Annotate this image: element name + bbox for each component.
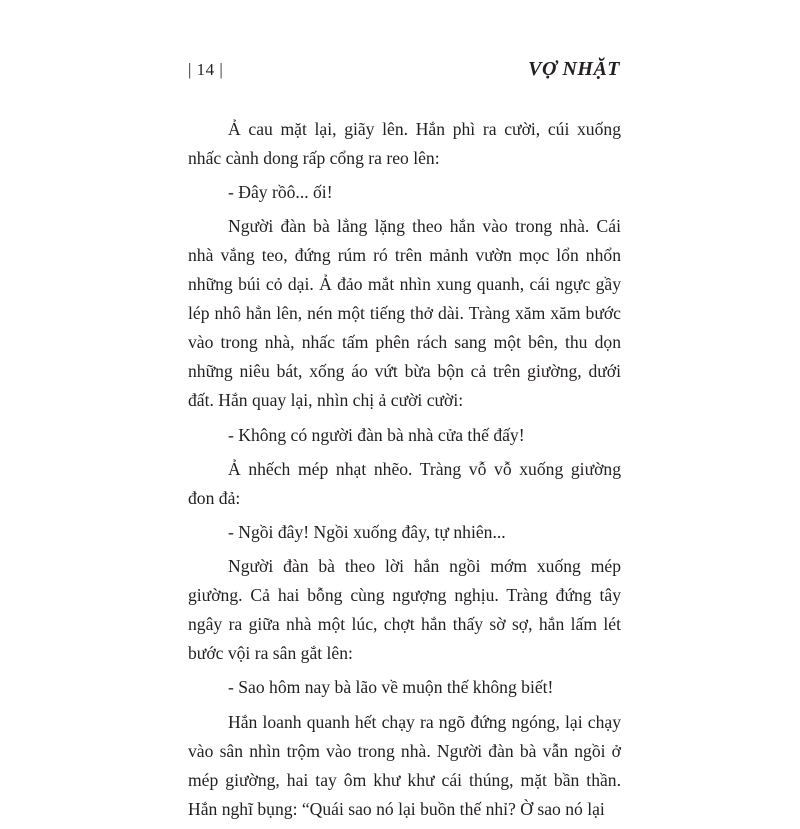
paragraph: Hắn loanh quanh hết chạy ra ngõ đứng ngóng, lại chạy vào sân nhìn trộm vào trong nhà. Người đàn bà vẫn ngồi ở mép giường, hai tay ôm khư khư cái thúng, mặt bần thần. Hắn nghĩ bụng: “Quái sao nó lại buồn thế nhỉ? Ờ sao nó lại — [188, 711, 621, 819]
dialogue-line: - Đây rồô... ối! — [228, 182, 333, 203]
paragraph: Người đàn bà lẳng lặng theo hắn vào trong nhà. Cái nhà vắng teo, đứng rúm ró trên mảnh vườn mọc lổn nhổn những búi cỏ dại. Ả đảo mắt nhìn xung quanh, cái ngực gầy lép nhô hẳn lên, nén một tiếng thở dài. Tràng xăm xăm bước vào trong nhà, nhấc tấm phên rách sang một bên, thu dọn những niêu bát, xống áo vứt bừa bộn cả trên giường, dưới đất. Hắn quay lại, nhìn chị ả cười cười: — [188, 216, 621, 411]
paragraph: Ả nhếch mép nhạt nhẽo. Tràng vỗ vỗ xuống giường đon đả: — [188, 458, 621, 508]
body-text — [188, 115, 621, 829]
dialogue-line: - Không có người đàn bà nhà cửa thế đấy! — [228, 424, 525, 445]
dialogue-line: - Sao hôm nay bà lão về muộn thế không biết! — [228, 677, 554, 698]
dialogue-line: - Ngồi đây! Ngồi xuống đây, tự nhiên... — [228, 521, 506, 542]
page-number: | 14 | — [188, 60, 224, 79]
paragraph: Ả cau mặt lại, giãy lên. Hắn phì ra cười, cúi xuống nhấc cành dong rấp cổng ra reo lên: — [188, 119, 621, 168]
paragraph: Người đàn bà theo lời hắn ngồi mớm xuống mép giường. Cả hai bỗng cùng ngượng nghịu. Tràng đứng tây ngây ra giữa nhà một lúc, chợt hắn thấy sờ sợ, hắn lấm lét bước vội ra sân gắt lên: — [188, 556, 621, 664]
running-title: VỢ NHẶT — [528, 58, 620, 80]
